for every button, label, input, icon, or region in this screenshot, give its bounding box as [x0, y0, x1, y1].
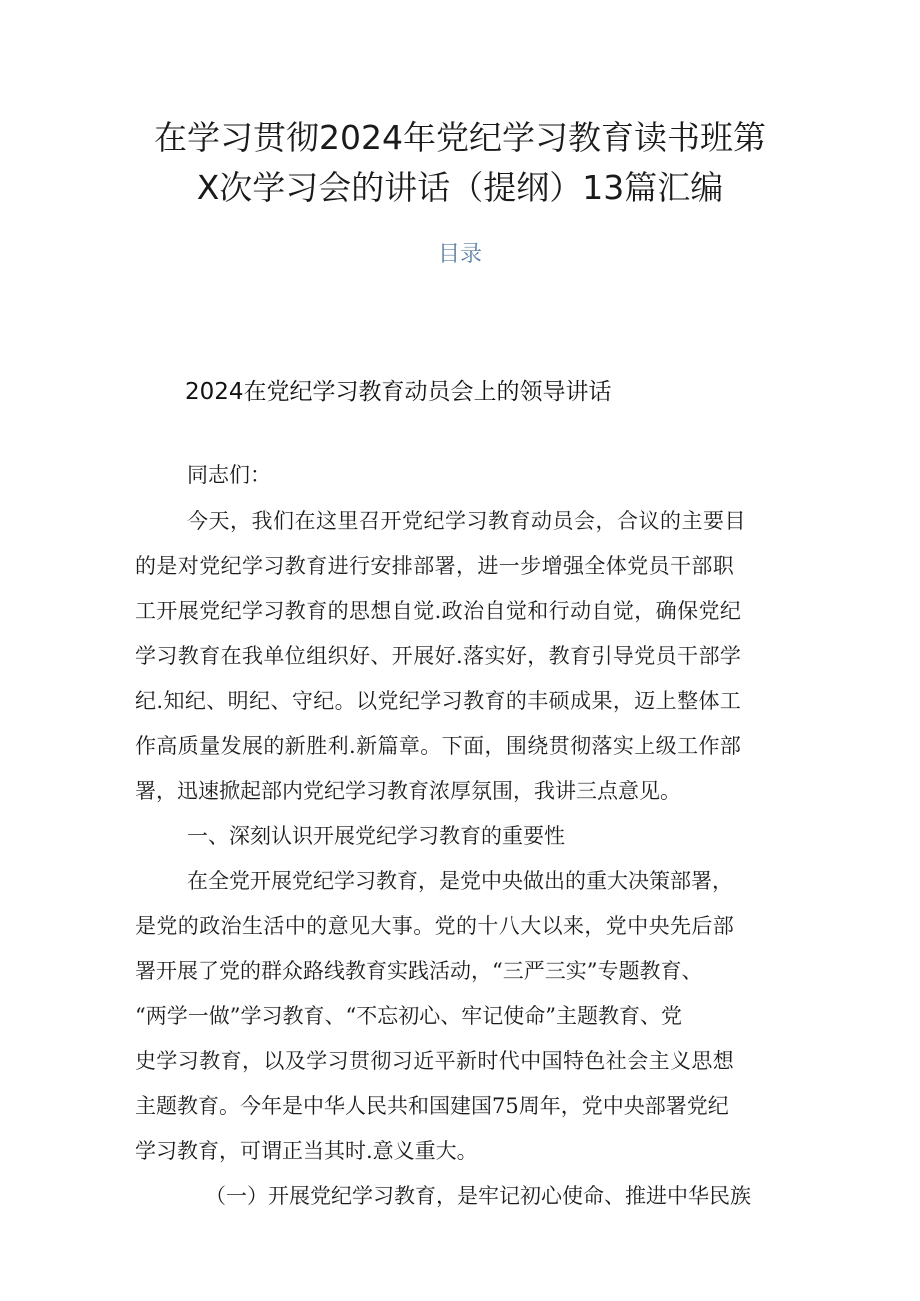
- toc-heading: 目录: [437, 242, 482, 267]
- paragraph-line: 学习教育在我单位组织好、开展好.落实好，教育引导党员干部学: [135, 644, 742, 668]
- paragraph-line: 工开展党纪学习教育的思想自觉.政治自觉和行动自觉，确保党纪: [135, 599, 742, 623]
- paragraph-line: 署，迅速掀起部内党纪学习教育浓厚氛围，我讲三点意见。: [135, 779, 681, 803]
- paragraph-line: 作高质量发展的新胜利.新篇章。下面，围绕贯彻落实上级工作部: [135, 734, 742, 758]
- paragraph-line: 今天，我们在这里召开党纪学习教育动员会，合议的主要目: [187, 509, 746, 533]
- speech-title: 2024在党纪学习教育动员会上的领导讲话: [185, 379, 612, 405]
- section-heading-1: 一、深刻认识开展党纪学习教育的重要性: [187, 824, 565, 848]
- paragraph-line: 学习教育，可谓正当其时.意义重大。: [135, 1139, 478, 1163]
- salutation: 同志们：: [187, 463, 271, 487]
- paragraph-line: 是党的政治生活中的意见大事。党的十八大以来，党中央先后部: [135, 914, 735, 938]
- paragraph-line: 史学习教育，以及学习贯彻习近平新时代中国特色社会主义思想: [135, 1049, 735, 1073]
- paragraph-line: 在全党开展党纪学习教育，是党中央做出的重大决策部署，: [187, 869, 733, 893]
- paragraph-line: “两学一做”学习教育、“不忘初心、牢记使命”主题教育、党: [135, 1004, 682, 1028]
- paragraph-line: 署开展了党的群众路线教育实践活动，“三严三实”专题教育、: [135, 959, 703, 983]
- paragraph-line: 主题教育。今年是中华人民共和国建国75周年，党中央部署党纪: [135, 1094, 729, 1118]
- paragraph-line: 的是对党纪学习教育进行安排部署，进一步增强全体党员干部职: [135, 554, 735, 578]
- document-title-line-2: X次学习会的讲话（提纲）13篇汇编: [196, 168, 724, 207]
- paragraph-line: 纪.知纪、明纪、守纪。以党纪学习教育的丰硕成果，迈上整体工: [135, 689, 742, 713]
- document-title-line-1: 在学习贯彻2024年党纪学习教育读书班第: [154, 118, 766, 157]
- subsection-heading-1: （一）开展党纪学习教育，是牢记初心使命、推进中华民族: [205, 1184, 751, 1208]
